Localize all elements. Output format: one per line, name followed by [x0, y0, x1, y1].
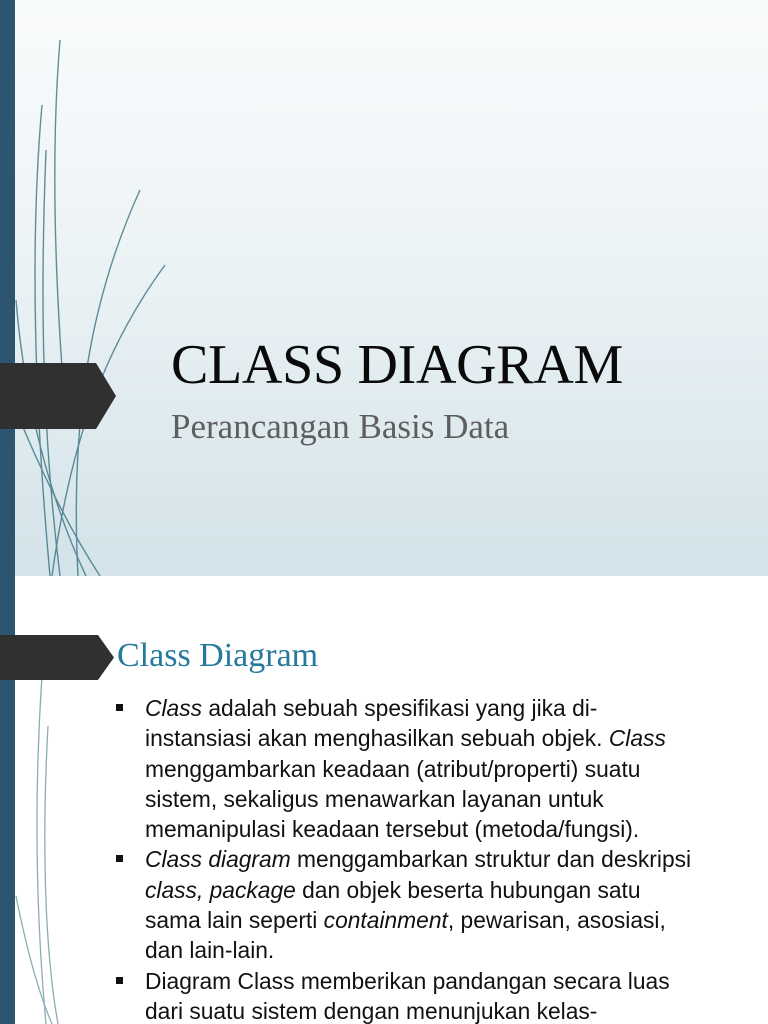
arrow-tab — [0, 635, 116, 680]
bullet-text: dan objek beserta hubungan satu — [295, 876, 641, 903]
bullet-marker-icon — [116, 704, 123, 711]
bullet-text: sistem, sekaligus menawarkan layanan untuk — [145, 785, 604, 812]
bullet-marker-icon — [116, 855, 123, 862]
bullet-text: class, package — [145, 876, 296, 903]
bullet-text: containment — [323, 907, 448, 934]
bullet-text: Class — [145, 695, 203, 721]
arrow-tab — [0, 363, 118, 429]
bullet-marker-icon — [116, 977, 123, 984]
bullet-text: , pewarisan, asosiasi, — [447, 907, 666, 934]
bullet-text: menggambarkan struktur dan deskripsi — [290, 846, 692, 873]
decorative-curves — [0, 0, 200, 576]
bullet-item — [112, 693, 762, 844]
slide-title: CLASS DIAGRAM — [171, 334, 623, 396]
bullet-text: instansiasi akan menghasilkan sebuah objek. — [145, 725, 609, 752]
bullet-item — [112, 966, 762, 1024]
bullet-text: memanipulasi keadaan tersebut (metoda/fungsi). — [145, 816, 640, 843]
bullet-text: Diagram Class memberikan pandangan secara luas — [145, 967, 670, 994]
slide-2 — [0, 576, 768, 1024]
bullet-text: menggambarkan keadaan (atribut/properti) suatu — [145, 755, 641, 782]
slide-heading: Class Diagram — [117, 637, 319, 674]
bullet-text: Class — [608, 725, 666, 752]
slide-subtitle: Perancangan Basis Data — [171, 407, 510, 446]
bullet-text: dan lain-lain. — [145, 937, 275, 964]
bullet-text: dari suatu sistem dengan menunjukan kelas- — [145, 997, 598, 1024]
bullet-text: Class diagram — [145, 846, 291, 873]
bullet-text: sama lain seperti — [145, 907, 324, 934]
bullet-list — [112, 693, 762, 1024]
bullet-text: adalah sebuah spesifikasi yang jika di- — [202, 695, 598, 721]
bullet-item — [112, 844, 762, 965]
